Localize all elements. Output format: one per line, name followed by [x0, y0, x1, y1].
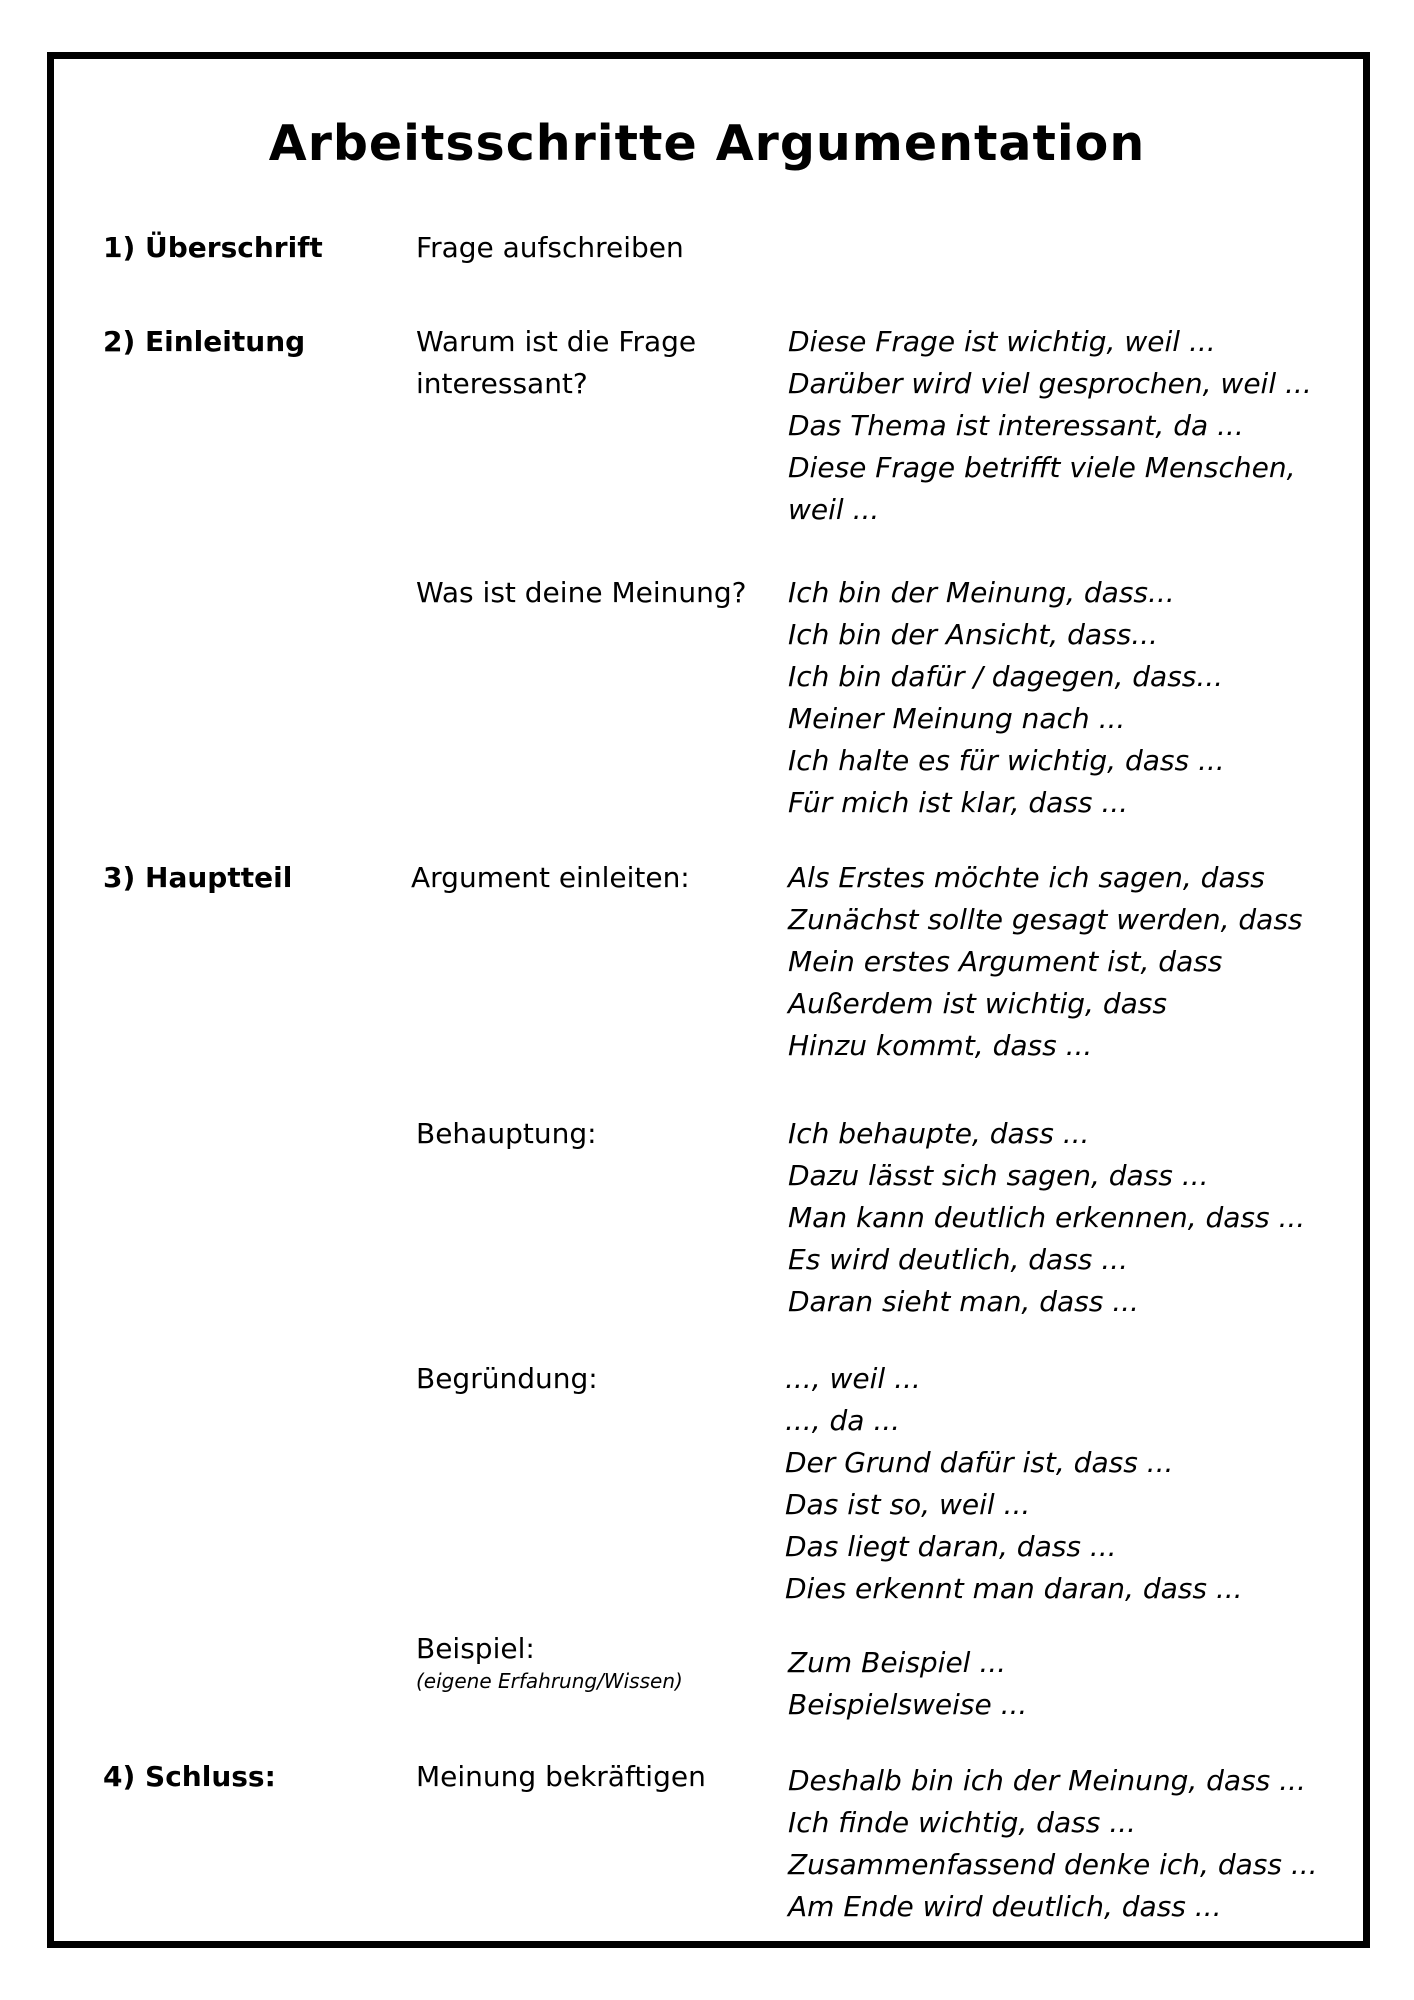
phrase-line: weil ...	[788, 493, 880, 526]
phrase-line: Ich behaupte, dass ...	[788, 1117, 1090, 1150]
phrase-list-einleitung-1	[788, 321, 1312, 531]
question-line: Warum ist die Frage	[416, 325, 697, 358]
phrase-line: Es wird deutlich, dass ...	[788, 1243, 1128, 1276]
phrase-line: ..., weil ...	[785, 1362, 921, 1395]
phrase-list-schluss	[788, 1760, 1318, 1928]
step-begruendung: Begründung:	[416, 1362, 598, 1395]
step-argument-einleiten: Argument einleiten:	[411, 861, 690, 894]
phrase-line: Ich bin der Meinung, dass...	[788, 576, 1175, 609]
phrase-line: Der Grund dafür ist, dass ...	[785, 1446, 1174, 1479]
section-label-hauptteil: 3) Hauptteil	[103, 861, 293, 894]
phrase-line: Deshalb bin ich der Meinung, dass ...	[788, 1764, 1306, 1797]
phrase-line: ..., da ...	[785, 1404, 901, 1437]
phrase-line: Diese Frage betrifft viele Menschen,	[788, 451, 1296, 484]
phrase-line: Für mich ist klar, dass ...	[788, 786, 1129, 819]
phrase-line: Dies erkennt man daran, dass ...	[785, 1572, 1243, 1605]
phrase-line: Zunächst sollte gesagt werden, dass	[788, 903, 1303, 936]
phrase-line: Ich finde wichtig, dass ...	[788, 1806, 1136, 1839]
page-title: Arbeitsschritte Argumentation	[268, 115, 1146, 172]
phrase-line: Man kann deutlich erkennen, dass ...	[788, 1201, 1306, 1234]
phrase-line: Zum Beispiel ...	[788, 1646, 1007, 1679]
section-label-schluss: 4) Schluss:	[103, 1760, 276, 1793]
phrase-list-argument	[788, 857, 1303, 1067]
step-beispiel-note: (eigene Erfahrung/Wissen)	[416, 1669, 683, 1693]
phrase-line: Ich bin dafür / dagegen, dass...	[788, 660, 1224, 693]
phrase-list-beispiel	[788, 1642, 1027, 1726]
phrase-line: Das Thema ist interessant, da ...	[788, 409, 1244, 442]
phrase-line: Mein erstes Argument ist, dass	[788, 945, 1223, 978]
phrase-list-behauptung	[788, 1113, 1305, 1323]
phrase-line: Zusammenfassend denke ich, dass ...	[788, 1848, 1318, 1881]
phrase-line: Ich halte es für wichtig, dass ...	[788, 744, 1225, 777]
phrase-list-begruendung	[785, 1358, 1243, 1610]
question-line: interessant?	[416, 367, 588, 400]
step-meinung-bekraeftigen: Meinung bekräftigen	[416, 1760, 706, 1793]
phrase-line: Außerdem ist wichtig, dass	[788, 987, 1167, 1020]
step-frage-aufschreiben: Frage aufschreiben	[416, 231, 684, 264]
phrase-line: Ich bin der Ansicht, dass...	[788, 618, 1158, 651]
phrase-line: Hinzu kommt, dass ...	[788, 1029, 1093, 1062]
phrase-line: Diese Frage ist wichtig, weil ...	[788, 325, 1216, 358]
section-label-einleitung: 2) Einleitung	[103, 325, 306, 358]
question-interessant	[416, 321, 696, 405]
phrase-line: Meiner Meinung nach ...	[788, 702, 1126, 735]
phrase-line: Das liegt daran, dass ...	[785, 1530, 1117, 1563]
phrase-list-einleitung-2	[788, 572, 1225, 824]
phrase-line: Daran sieht man, dass ...	[788, 1285, 1139, 1318]
step-beispiel: Beispiel:	[416, 1632, 535, 1665]
phrase-line: Das ist so, weil ...	[785, 1488, 1031, 1521]
phrase-line: Dazu lässt sich sagen, dass ...	[788, 1159, 1209, 1192]
phrase-line: Als Erstes möchte ich sagen, dass	[788, 861, 1265, 894]
phrase-line: Am Ende wird deutlich, dass ...	[788, 1890, 1222, 1923]
phrase-line: Beispielsweise ...	[788, 1688, 1028, 1721]
step-behauptung: Behauptung:	[416, 1117, 597, 1150]
phrase-line: Darüber wird viel gesprochen, weil ...	[788, 367, 1312, 400]
section-label-ueberschrift: 1) Überschrift	[103, 231, 323, 264]
question-meinung: Was ist deine Meinung?	[416, 576, 747, 609]
